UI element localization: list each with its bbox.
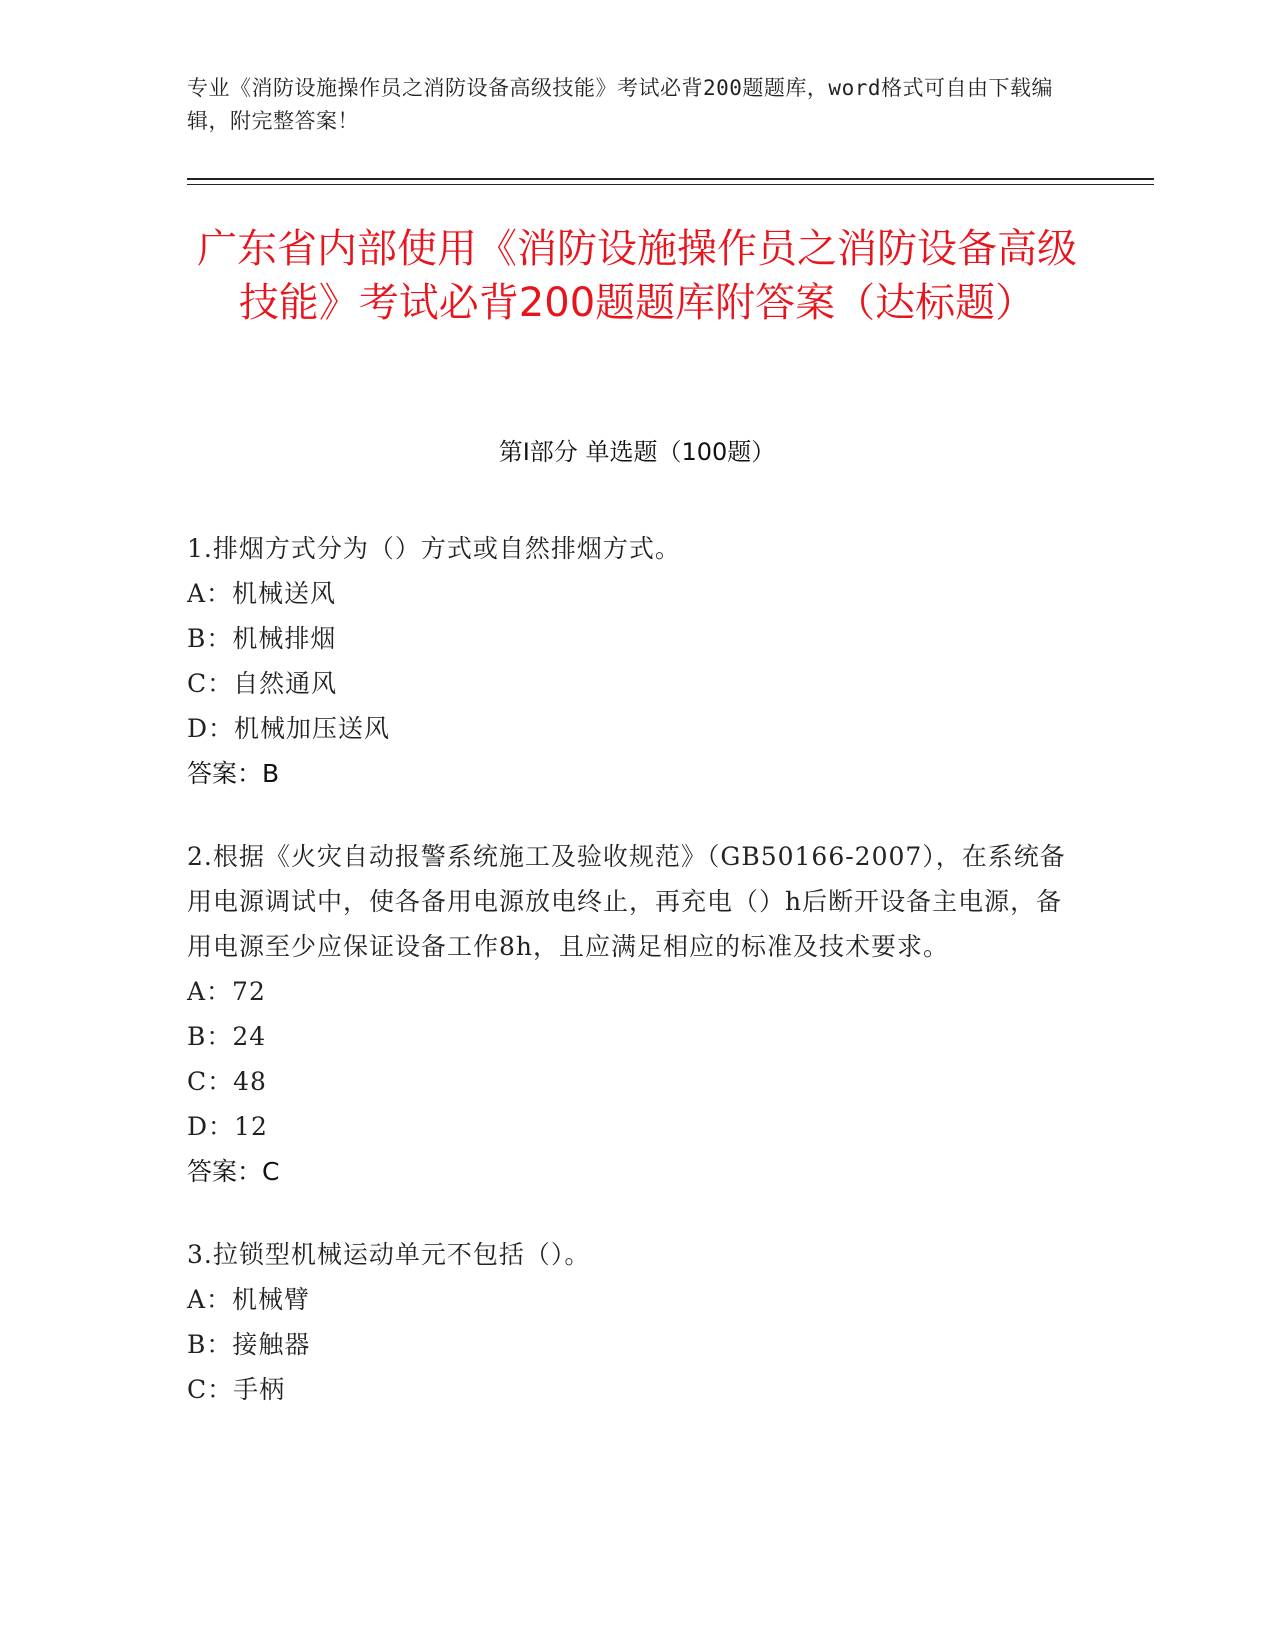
header-note: 专业《消防设施操作员之消防设备高级技能》考试必背200题题库，word格式可自由下载编辑，附完整答案！ bbox=[187, 76, 1053, 133]
question-3 bbox=[187, 1232, 1087, 1412]
option-d: D：12 bbox=[187, 1112, 268, 1141]
option-c: C：48 bbox=[187, 1067, 267, 1096]
option-a: A：机械送风 bbox=[187, 579, 337, 608]
option-b: B：接触器 bbox=[187, 1330, 311, 1359]
option-a: A：机械臂 bbox=[187, 1285, 311, 1314]
option-c: C：自然通风 bbox=[187, 669, 338, 698]
document-title: 广东省内部使用《消防设施操作员之消防设备高级技能》考试必背200题题库附答案（达标题） bbox=[197, 226, 1077, 326]
question-1 bbox=[187, 526, 1087, 796]
header-divider-thick bbox=[187, 178, 1154, 180]
option-a: A：72 bbox=[187, 977, 266, 1006]
section-title: 第Ⅰ部分 单选题（100题） bbox=[498, 438, 776, 466]
option-b: B：机械排烟 bbox=[187, 624, 337, 653]
answer: 答案：B bbox=[187, 759, 280, 788]
option-c: C：手柄 bbox=[187, 1375, 286, 1404]
option-d: D：机械加压送风 bbox=[187, 714, 391, 743]
question-2 bbox=[187, 834, 1087, 1194]
question-list bbox=[187, 526, 1087, 1450]
question-stem: 1.排烟方式分为（）方式或自然排烟方式。 bbox=[187, 534, 681, 563]
answer: 答案：C bbox=[187, 1157, 280, 1186]
question-stem: 3.拉锁型机械运动单元不包括（）。 bbox=[187, 1240, 591, 1269]
option-b: B：24 bbox=[187, 1022, 267, 1051]
question-stem: 2.根据《火灾自动报警系统施工及验收规范》（GB50166-2007），在系统备用电源调试中，使各备用电源放电终止，再充电（）h后断开设备主电源，备用电源至少应保证设备工作8h，且应满足相应的标准及技术要求。 bbox=[187, 842, 1066, 961]
header-divider-thin bbox=[187, 184, 1154, 185]
